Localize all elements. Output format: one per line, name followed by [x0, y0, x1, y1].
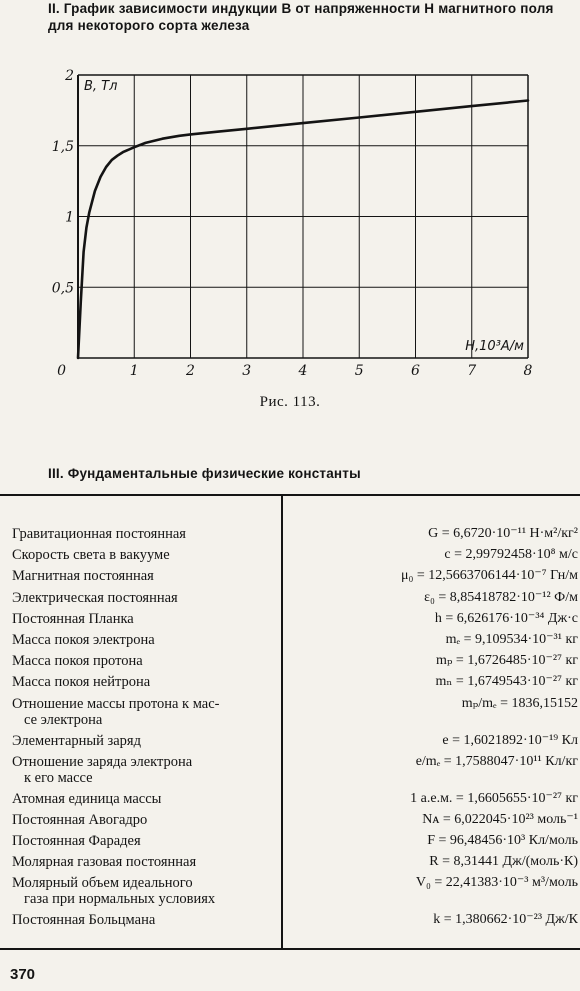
- table-top-rule: [0, 494, 580, 496]
- x-tick-label-4: 4: [298, 363, 308, 379]
- constant-name: Молярная газовая постоянная: [12, 854, 197, 871]
- constant-value: mₑ = 9,109534·10⁻³¹ кг: [445, 631, 578, 647]
- x-tick-label-3: 3: [242, 363, 252, 379]
- y-tick-label-0: 0,5: [51, 280, 74, 297]
- x-tick-label-2: 2: [186, 363, 195, 379]
- section-3-title: III. Фундаментальные физические константы: [48, 466, 361, 481]
- constant-value: Nᴀ = 6,022045·10²³ моль⁻¹: [422, 811, 578, 827]
- constant-name: [12, 875, 290, 912]
- constant-row: [12, 912, 578, 933]
- constant-row: [12, 733, 578, 754]
- constant-row: [12, 754, 578, 791]
- constant-name: Масса покоя протона: [12, 653, 143, 670]
- x-tick-label-5: 5: [354, 363, 364, 379]
- section-2-title: II. График зависимости индукции B от напряженности H магнитного поля для некоторого сорта железа: [48, 1, 554, 33]
- constant-name: Атомная единица массы: [12, 790, 162, 807]
- x-tick-label-7: 7: [467, 363, 477, 379]
- constant-name: Постоянная Авогадро: [12, 811, 148, 828]
- constant-name: Постоянная Больцмана: [12, 912, 156, 929]
- b-h-chart: [0, 50, 580, 390]
- constant-row: [12, 632, 578, 653]
- constant-row: [12, 547, 578, 568]
- constant-value: F = 96,48456·10³ Кл/моль: [427, 833, 578, 849]
- constant-value: c = 2,99792458·10⁸ м/с: [444, 547, 578, 563]
- x-tick-label-0: 0: [57, 363, 66, 379]
- constant-value: R = 8,31441 Дж/(моль·К): [429, 854, 578, 870]
- constant-value: e/mₑ = 1,7588047·10¹¹ Кл/кг: [415, 753, 578, 769]
- y-tick-label-3: 2: [65, 68, 74, 84]
- constant-name-line-2: газа при нормальных условиях: [24, 891, 216, 908]
- constant-name: Электрическая постоянная: [12, 589, 178, 606]
- constant-row: [12, 526, 578, 547]
- constant-value: mₙ = 1,6749543·10⁻²⁷ кг: [435, 674, 578, 690]
- constant-name: Масса покоя электрона: [12, 631, 155, 648]
- constant-value: mₚ = 1,6726485·10⁻²⁷ кг: [435, 653, 578, 669]
- constant-row: [12, 833, 578, 854]
- constant-name: [12, 696, 290, 733]
- y-tick-label-1: 1: [65, 209, 74, 226]
- constant-name: Гравитационная постоянная: [12, 526, 186, 542]
- constant-value: ε₀ = 8,85418782·10⁻¹² Ф/м: [424, 589, 578, 605]
- constant-value: G = 6,6720·10⁻¹¹ Н·м²/кг²: [428, 526, 578, 541]
- constant-value: k = 1,380662·10⁻²³ Дж/К: [433, 912, 578, 928]
- constant-name: Постоянная Планка: [12, 610, 134, 627]
- constant-name-line-2: к его массе: [24, 769, 93, 786]
- x-axis-label: H,10³А/м: [465, 339, 524, 354]
- constant-name-line-1: Отношение массы протона к мас-: [12, 695, 220, 712]
- y-axis-label: B, Тл: [84, 79, 118, 94]
- x-tick-label-1: 1: [129, 363, 139, 379]
- chart-grid: [78, 75, 528, 358]
- constant-name: Постоянная Фарадея: [12, 833, 141, 850]
- constant-value: mₚ/mₑ = 1836,15152: [461, 695, 578, 711]
- constants-table: [12, 526, 578, 934]
- x-tick-label-8: 8: [523, 363, 533, 379]
- constant-row: [12, 696, 578, 733]
- constant-value: V₀ = 22,41383·10⁻³ м³/моль: [415, 875, 578, 891]
- constant-name: Магнитная постоянная: [12, 568, 154, 585]
- constant-row: [12, 568, 578, 589]
- y-tick-label-2: 1,5: [51, 138, 74, 155]
- constant-value: μ₀ = 12,5663706144·10⁻⁷ Гн/м: [400, 568, 578, 584]
- constant-name-line-2: се электрона: [24, 711, 103, 728]
- constant-row: [12, 611, 578, 632]
- constant-value: e = 1,6021892·10⁻¹⁹ Кл: [442, 732, 578, 748]
- constant-row: [12, 590, 578, 611]
- constant-row: [12, 674, 578, 695]
- constant-name-line-1: Молярный объем идеального: [12, 875, 193, 892]
- table-bottom-rule: [0, 948, 580, 950]
- x-tick-label-6: 6: [411, 363, 420, 379]
- constant-name: [12, 754, 290, 791]
- constant-name: Скорость света в вакууме: [12, 547, 170, 564]
- constant-row: [12, 812, 578, 833]
- constant-row: [12, 791, 578, 812]
- constant-name: Элементарный заряд: [12, 732, 141, 749]
- page-number: 370: [10, 966, 36, 983]
- figure-caption: Рис. 113.: [259, 394, 321, 410]
- constant-value: h = 6,626176·10⁻³⁴ Дж·с: [434, 610, 578, 626]
- constant-row: [12, 875, 578, 912]
- constant-value: 1 а.е.м. = 1,6605655·10⁻²⁷ кг: [410, 790, 578, 806]
- constant-name-line-1: Отношение заряда электрона: [12, 753, 193, 770]
- constant-row: [12, 653, 578, 674]
- chart-ticks: [52, 68, 533, 379]
- constant-row: [12, 854, 578, 875]
- constant-name: Масса покоя нейтрона: [12, 674, 151, 691]
